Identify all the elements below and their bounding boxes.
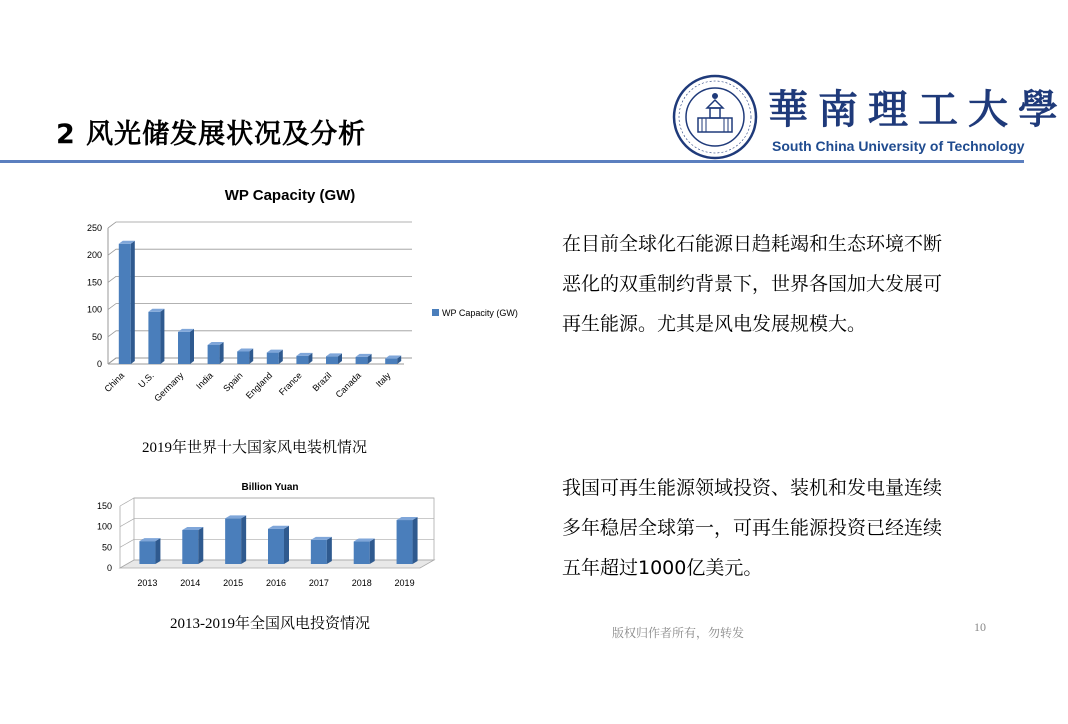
bar-side <box>198 527 203 564</box>
x-tick-label: England <box>243 370 275 401</box>
x-tick-label: U.S. <box>136 370 156 390</box>
y-tick-label: 250 <box>86 223 102 233</box>
bar-side <box>190 329 194 364</box>
x-tick-label: India <box>194 370 216 392</box>
y-tick-label: 200 <box>86 250 102 261</box>
bar-side <box>160 309 164 364</box>
y-tick-label: 0 <box>96 359 102 369</box>
bar <box>385 359 397 364</box>
gridline <box>108 304 412 310</box>
y-tick-label: 150 <box>86 277 102 288</box>
wp-capacity-chart <box>60 180 540 420</box>
bar <box>182 530 198 564</box>
bar <box>208 345 220 364</box>
copyright-note: 版权归作者所有，勿转发 <box>612 626 745 640</box>
bar <box>268 529 284 564</box>
gridline <box>108 249 412 255</box>
x-tick-label: 2015 <box>223 578 244 588</box>
y-tick-label: 100 <box>96 521 112 532</box>
slide-title: 2 风光储发展状况及分析 <box>56 119 367 150</box>
y-tick-label: 150 <box>96 501 112 511</box>
page-number: 10 <box>974 620 986 634</box>
bar <box>267 353 279 364</box>
legend-swatch <box>432 309 439 316</box>
x-tick-label: France <box>276 370 304 398</box>
y-tick-label: 100 <box>86 304 102 315</box>
x-tick-label: Italy <box>373 370 393 390</box>
bar-side <box>220 342 224 364</box>
gridline <box>108 276 412 282</box>
x-tick-label: China <box>102 370 127 395</box>
bar <box>237 351 249 364</box>
bar <box>225 518 241 564</box>
investment-chart <box>80 478 440 593</box>
university-name-en: South China University of Technology <box>772 138 1025 154</box>
x-tick-label: Brazil <box>310 370 334 394</box>
paragraph-china-investment: 我国可再生能源领域投资、装机和发电量连续多年稳居全球第一，可再生能源投资已经连续五年超过1000亿美元。 <box>562 477 943 579</box>
bar <box>397 520 413 564</box>
paragraph-global-renewables: 在目前全球化石能源日趋耗竭和生态环境不断恶化的双重制约背景下，世界各国加大发展可再生能源。尤其是风电发展规模大。 <box>562 233 943 335</box>
title-divider <box>0 160 1024 163</box>
bar-side <box>241 515 246 564</box>
bar <box>119 244 131 364</box>
chart-title: Billion Yuan <box>241 482 299 493</box>
university-logo <box>672 74 1068 160</box>
y-tick-label: 50 <box>101 542 112 553</box>
bar-side <box>327 537 332 564</box>
x-tick-label: 2016 <box>265 578 287 588</box>
x-tick-label: 2013 <box>137 578 158 588</box>
university-name-cn: 華南理工大學 <box>768 86 1068 133</box>
bar-side <box>155 538 160 564</box>
bar <box>354 542 370 564</box>
x-tick-label: 2018 <box>351 578 372 588</box>
x-tick-label: 2017 <box>308 578 329 588</box>
bar <box>326 356 338 364</box>
bar <box>356 357 368 364</box>
bar <box>148 312 160 364</box>
bar-side <box>131 241 135 364</box>
x-tick-label: Spain <box>221 370 245 394</box>
x-tick-label: 2019 <box>394 578 415 588</box>
bar <box>311 540 327 564</box>
university-seal-icon <box>672 74 758 160</box>
gridline <box>108 222 412 228</box>
bar <box>296 356 308 364</box>
x-tick-label: Germany <box>152 370 186 404</box>
bar-side <box>370 539 375 564</box>
x-tick-label: 2014 <box>180 578 201 588</box>
x-tick-label: Canada <box>333 370 364 400</box>
y-tick-label: 50 <box>91 331 102 342</box>
bar-side <box>413 517 418 564</box>
legend-label: WP Capacity (GW) <box>442 308 518 318</box>
chart-title: WP Capacity (GW) <box>224 187 356 204</box>
y-tick-label: 0 <box>106 563 112 573</box>
bar <box>139 541 155 564</box>
chart1-caption: 2019年世界十大国家风电装机情况 <box>142 440 368 456</box>
bar-side <box>284 526 289 564</box>
chart2-caption: 2013-2019年全国风电投资情况 <box>170 616 370 632</box>
bar <box>178 332 190 364</box>
